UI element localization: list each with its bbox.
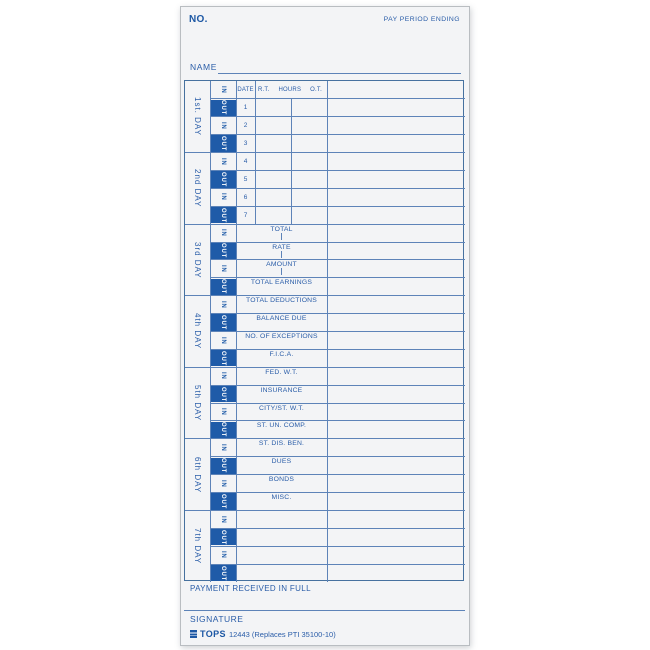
grid-line-h — [210, 528, 465, 529]
time-grid — [184, 80, 464, 581]
time-card — [180, 6, 470, 646]
pay-period-ending-label: PAY PERIOD ENDING — [383, 16, 460, 23]
punch-cell-in: IN — [220, 479, 226, 488]
row-label: INSURANCE — [260, 386, 303, 394]
footer-part-number: 12443 (Replaces PTI 35100-10) — [228, 629, 336, 639]
date-cell: 7 — [243, 211, 248, 219]
brand-name: TOPS — [200, 629, 226, 639]
hours-header — [255, 81, 327, 99]
date-cell: 1 — [243, 104, 248, 112]
row-label: BONDS — [268, 476, 295, 484]
name-label: NAME — [190, 62, 217, 72]
punch-cell-out: OUT — [211, 458, 236, 474]
punch-cell-in: IN — [220, 157, 226, 166]
tick-mark — [281, 233, 282, 240]
punch-cell-in: IN — [220, 121, 226, 130]
hours-header-part: HOURS — [278, 86, 302, 93]
punch-cell-out: OUT — [211, 135, 236, 151]
punch-cell-in: IN — [220, 265, 226, 273]
date-cell: 6 — [243, 193, 248, 201]
day-label: 3rd DAY — [193, 241, 202, 279]
punch-cell-out: OUT — [211, 279, 236, 295]
punch-cell-out: OUT — [211, 350, 236, 366]
date-cell: 4 — [243, 158, 248, 165]
day-label: 7th DAY — [193, 528, 202, 565]
punch-cell-in: IN — [220, 300, 226, 309]
punch-cell-in: IN — [220, 86, 226, 94]
punch-cell-in: IN — [220, 336, 226, 345]
punch-cell-in: IN — [220, 229, 226, 237]
payment-received-label: PAYMENT RECEIVED IN FULL — [190, 584, 311, 593]
punch-cell-out: OUT — [211, 100, 236, 116]
row-label: CITY/ST. W.T. — [259, 404, 304, 412]
date-cell: 2 — [243, 122, 248, 130]
signature-fill-line — [184, 610, 465, 611]
hours-header-part: O.T. — [310, 86, 322, 93]
day-label: 6th DAY — [193, 456, 202, 493]
row-label: NO. OF EXCEPTIONS — [245, 333, 318, 340]
grid-line-h — [210, 564, 465, 565]
punch-cell-out: OUT — [211, 243, 236, 259]
grid-line-h — [210, 546, 465, 547]
row-label: MISC. — [271, 494, 292, 502]
date-header-cell: DATE — [237, 86, 254, 93]
row-label: ST. UN. COMP. — [256, 422, 307, 430]
row-label: BALANCE DUE — [256, 315, 307, 323]
day-label: 4th DAY — [193, 313, 202, 350]
day-label: 5th DAY — [193, 384, 202, 422]
punch-cell-in: IN — [220, 372, 226, 381]
day-label: 1st. DAY — [193, 97, 202, 137]
card-number-label: NO. — [189, 14, 208, 25]
grid-line-v — [291, 99, 292, 224]
punch-cell-in: IN — [220, 551, 226, 559]
row-label: AMOUNT — [236, 260, 327, 278]
row-label: F.I.C.A. — [269, 350, 294, 358]
date-cell: 3 — [243, 140, 248, 148]
row-label: FED. W.T. — [265, 368, 298, 376]
punch-cell-out: OUT — [211, 422, 236, 438]
row-label: TOTAL EARNINGS — [250, 279, 313, 287]
row-label: TOTAL — [236, 224, 327, 242]
punch-cell-out: OUT — [211, 386, 236, 402]
name-fill-line — [218, 73, 461, 74]
row-label: RATE — [236, 242, 327, 260]
footer-brand-line — [190, 629, 336, 639]
tick-mark — [281, 251, 282, 258]
row-label: DUES — [271, 458, 292, 466]
punch-cell-out: OUT — [211, 493, 236, 509]
row-label: ST. DIS. BEN. — [258, 440, 305, 448]
tops-logo-icon — [190, 630, 197, 638]
punch-cell-out: OUT — [211, 171, 236, 187]
punch-cell-in: IN — [220, 408, 226, 416]
row-label: TOTAL DEDUCTIONS — [245, 297, 318, 305]
punch-cell-out: OUT — [211, 314, 236, 330]
punch-cell-in: IN — [220, 193, 226, 202]
punch-cell-out: OUT — [211, 207, 236, 223]
hours-header-part: R.T. — [258, 86, 270, 93]
punch-cell-in: IN — [220, 515, 226, 524]
punch-cell-in: IN — [220, 443, 226, 452]
punch-cell-out: OUT — [211, 565, 236, 581]
punch-cell-out: OUT — [211, 529, 236, 545]
day-label: 2nd DAY — [193, 169, 202, 208]
tick-mark — [281, 268, 282, 275]
signature-label: SIGNATURE — [190, 614, 244, 624]
date-cell: 5 — [243, 175, 248, 183]
